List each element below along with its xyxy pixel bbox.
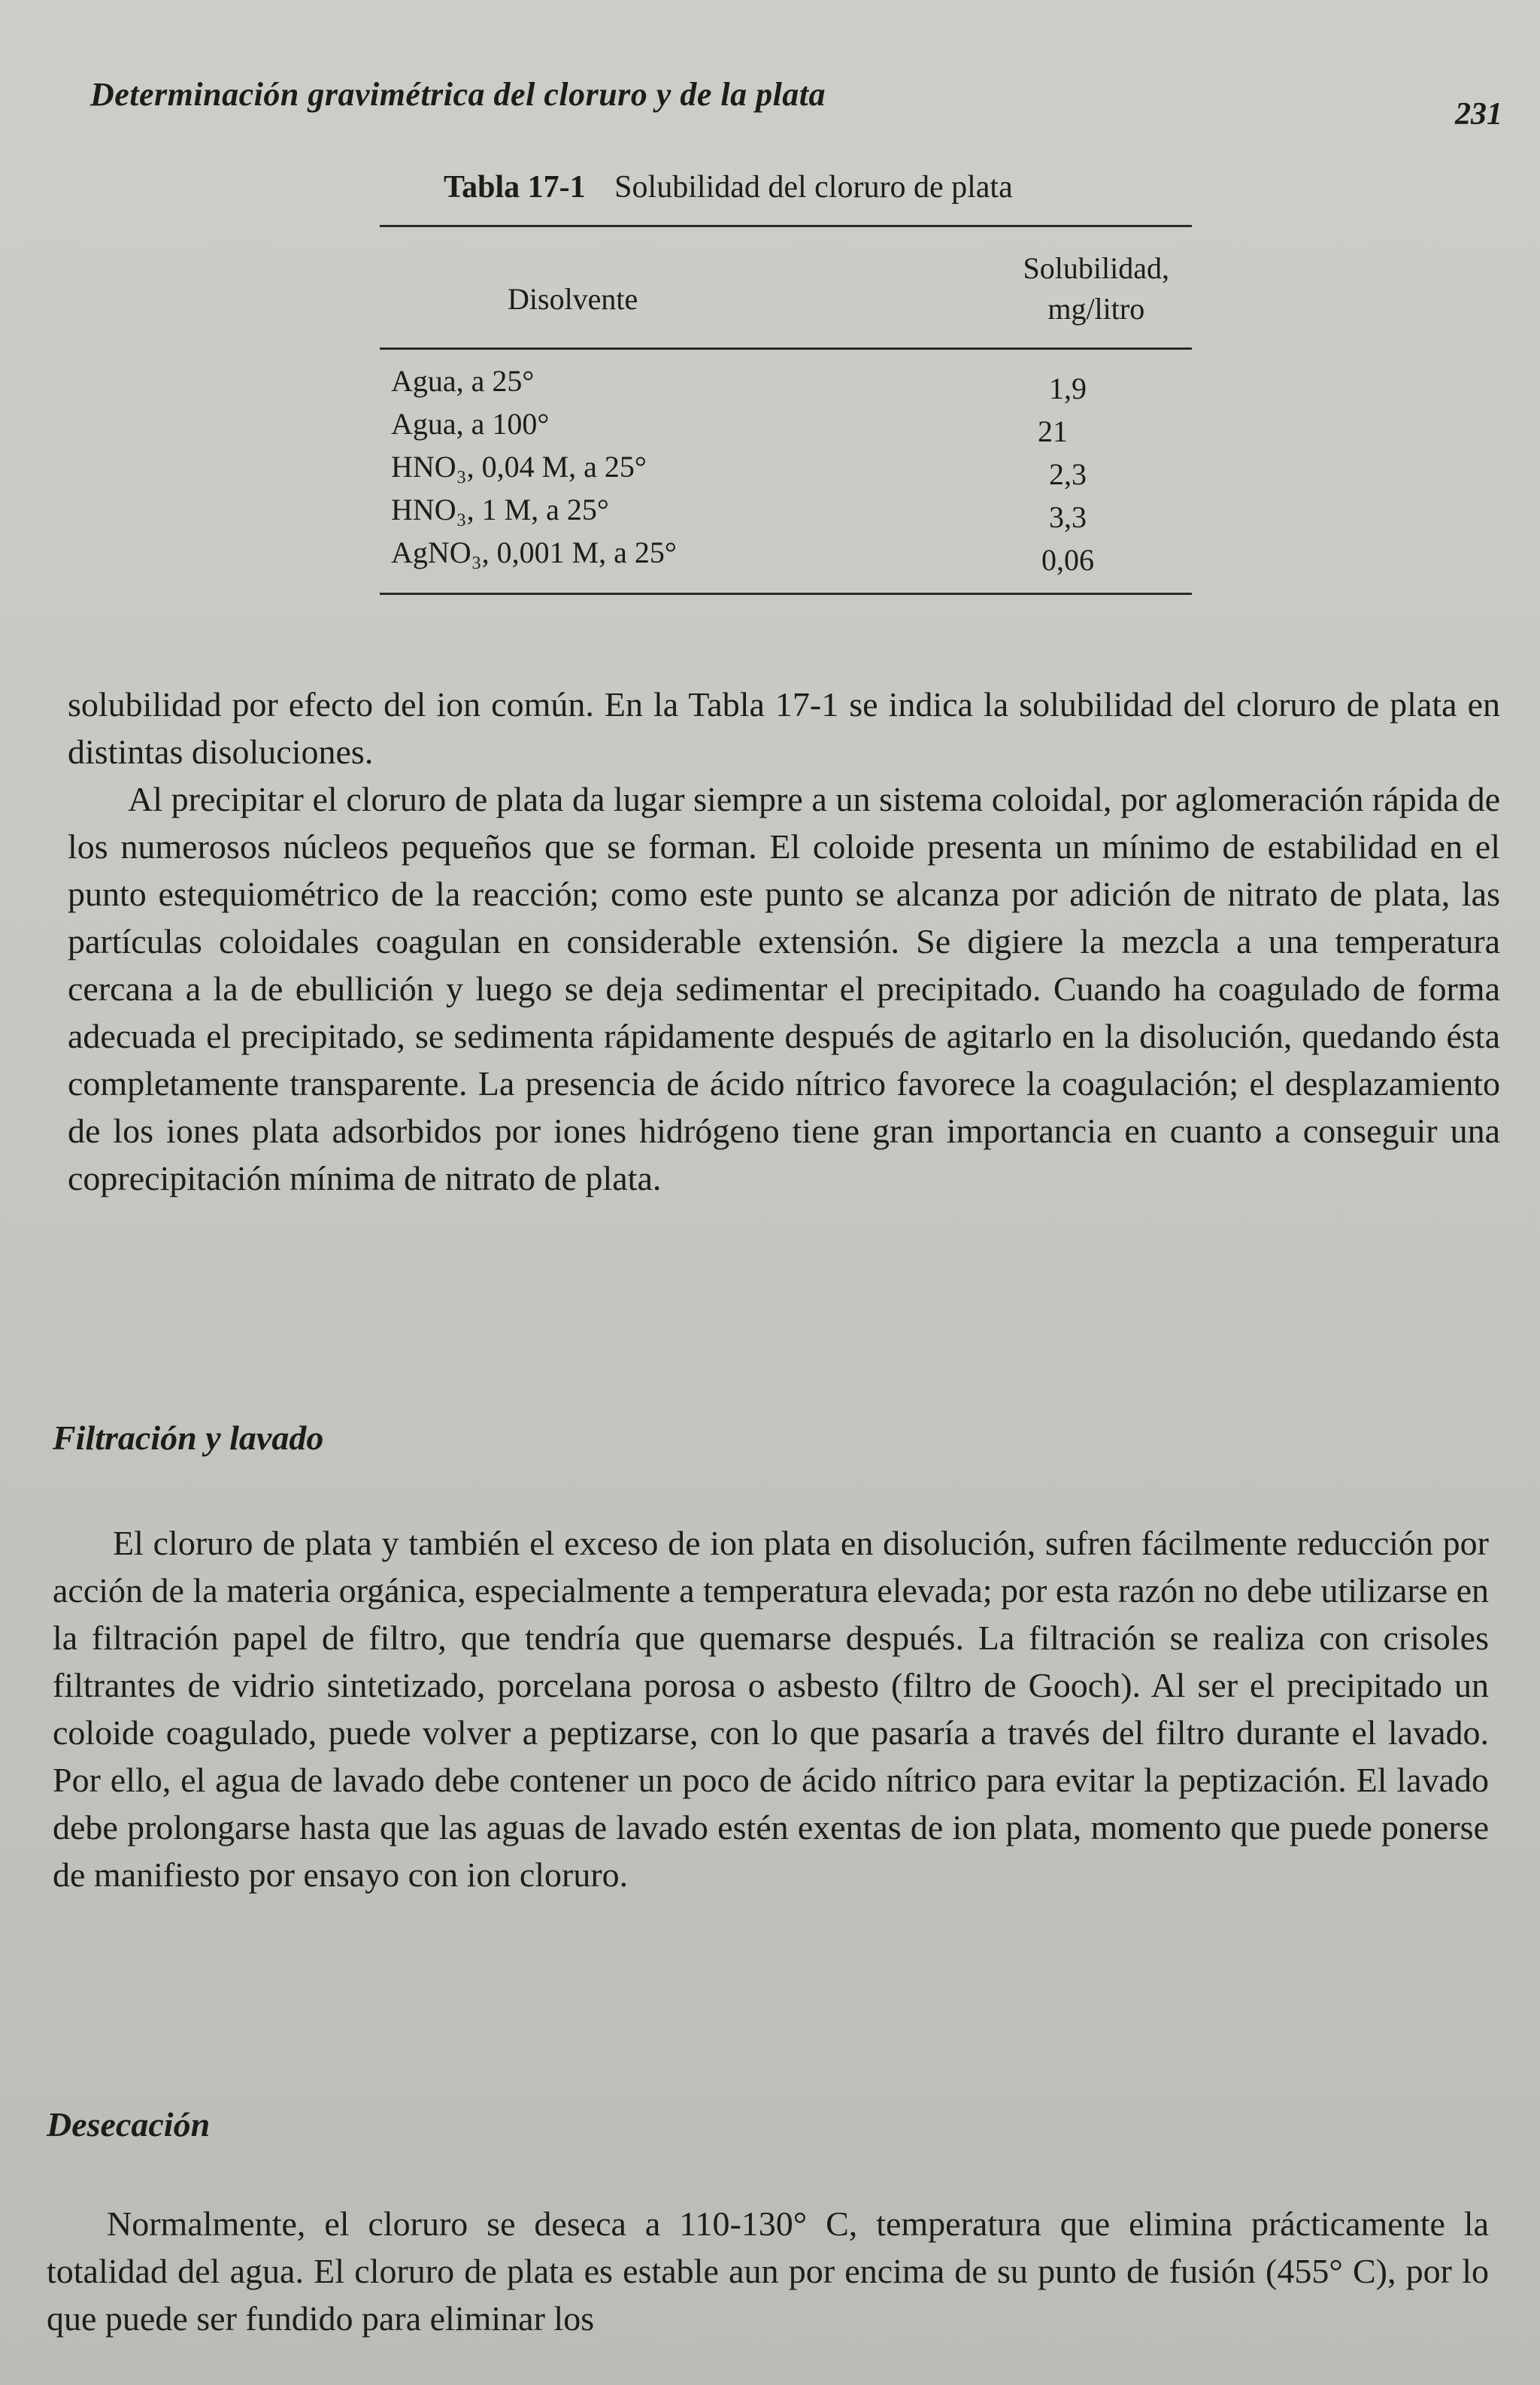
row-solvent: HNO₃, 1 M, a 25° [391, 493, 609, 526]
row-solvent: Agua, a 100° [391, 407, 550, 441]
table-header [380, 227, 1192, 347]
row-solubility: 2,3 [1049, 457, 1087, 491]
row-solvent: Agua, a 25° [391, 364, 535, 398]
paragraph: El cloruro de plata y también el exceso de ion plata en disolución, sufren fácilmente reducción por acción de la materia orgánica, especialmente a temperatura elevada; por esta razón no debe utilizarse en la filtración papel de filtro, que tendría que quemarse después. La filtración se realiza con crisoles filtrantes de vidrio sintetizado, porcelana porosa o asbesto (filtro de Gooch). Al ser el precipitado un coloide coagulado, puede volver a peptizarse, con lo que pasaría a través del filtro durante el lavado. Por ello, el agua de lavado debe contener un poco de ácido nítrico para evitar la peptización. El lavado debe prolongarse hasta que las aguas de lavado estén exentas de ion plata, momento que puede ponerse de manifiesto por ensayo con ion cloruro. [53, 1524, 1489, 1894]
column-header-solvent: Disolvente [508, 282, 638, 316]
row-solvent: AgNO₃, 0,001 M, a 25° [391, 536, 677, 569]
table-row [380, 449, 1192, 492]
table-label: Tabla 17-1 [444, 170, 586, 205]
table-row [380, 406, 1192, 449]
row-solubility: 1,9 [1049, 372, 1087, 405]
paragraph: Normalmente, el cloruro se deseca a 110-130° C, temperatura que elimina prácticamente la totalidad del agua. El cloruro de plata es estable aun por encima de su punto de fusión (455° C), por lo que puede ser fundido para eliminar los [47, 2204, 1489, 2338]
table-body [380, 363, 1192, 578]
row-solvent: HNO₃, 0,04 M, a 25° [391, 450, 647, 484]
page-number: 231 [1455, 97, 1502, 132]
section-heading-desecacion: Desecación [47, 2105, 211, 2144]
table-caption [444, 169, 1192, 205]
paragraph: Al precipitar el cloruro de plata da lugar siempre a un sistema coloidal, por aglomeración rápida de los numerosos núcleos pequeños que se forman. El coloide presenta un mínimo de estabilidad en el punto estequiométrico de la reacción; como este punto se alcanza por adición de nitrato de plata, las partículas coloidales coagulan en considerable extensión. Se digiere la mezcla a una temperatura cercana a la de ebullición y luego se deja sedimentar el precipitado. Cuando ha coagulado de forma adecuada el precipitado, se sedimenta rápidamente después de agitarlo en la disolución, quedando ésta completamente transparente. La presencia de ácido nítrico favorece la coagulación; el desplazamiento de los iones plata adsorbidos por iones hidrógeno tiene gran importancia en cuanto a conseguir una coprecipitación mínima de nitrato de plata. [68, 780, 1500, 1197]
section-heading-filtracion: Filtración y lavado [53, 1419, 324, 1457]
paragraph-block-3 [47, 2200, 1489, 2342]
table-title: Solubilidad del cloruro de plata [614, 170, 1013, 205]
table-row [380, 492, 1192, 535]
column-header-solubility-line1: Solubilidad, [1023, 251, 1169, 285]
solubility-table [380, 169, 1192, 595]
paragraph-block-2 [53, 1519, 1489, 1898]
paragraph-block-1 [68, 681, 1500, 1202]
column-header-solubility [1023, 248, 1169, 329]
running-title: Determinación gravimétrica del cloruro y de la plata [90, 76, 826, 113]
column-header-solubility-line2: mg/litro [1047, 292, 1145, 326]
paragraph: solubilidad por efecto del ion común. En la Tabla 17-1 se indica la solubilidad del cloruro de plata en distintas disoluciones. [68, 685, 1500, 771]
row-solubility: 0,06 [1041, 543, 1094, 577]
table-bottom-rule [380, 593, 1192, 595]
row-solubility: 21 [1038, 414, 1068, 448]
table-header-rule [380, 347, 1192, 350]
table-row [380, 363, 1192, 406]
table-row [380, 535, 1192, 578]
row-solubility: 3,3 [1049, 500, 1087, 534]
